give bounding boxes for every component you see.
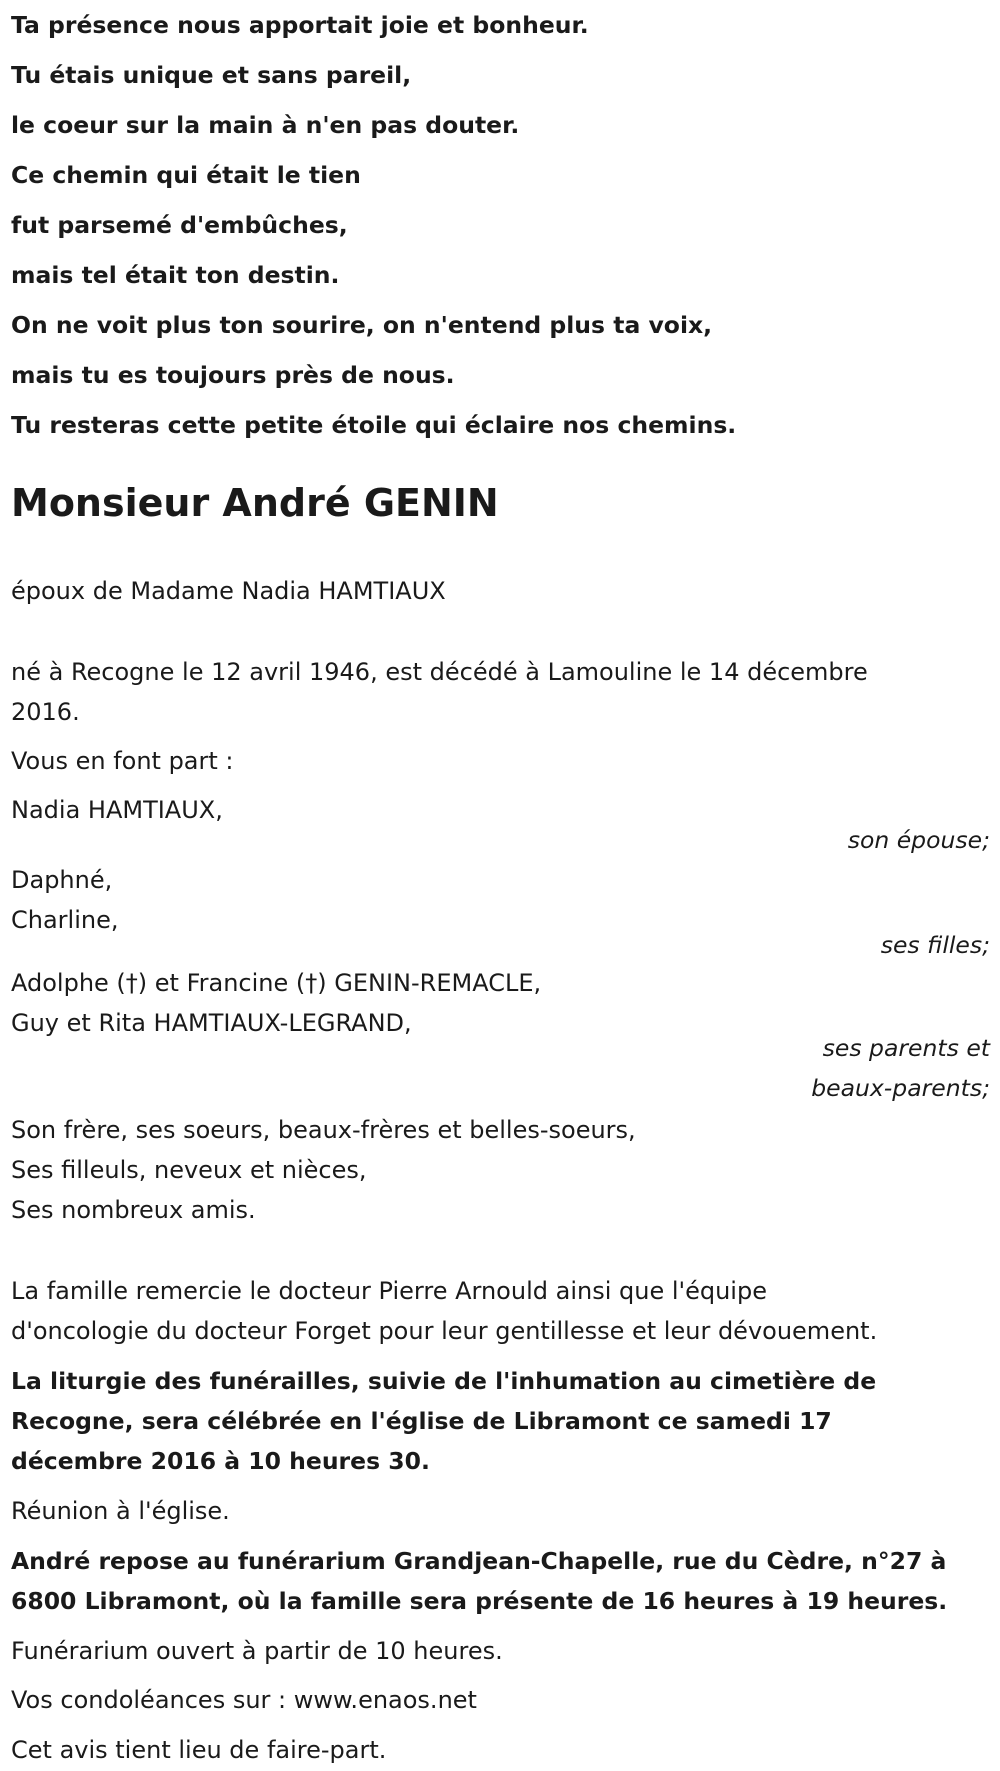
other-family-line: Ses nombreux amis. <box>11 1196 256 1224</box>
birth-death-line: né à Recogne le 12 avril 1946, est décédé à Lamouline le 14 décembre <box>11 658 868 686</box>
birth-death-line-end: 2016. <box>11 698 80 726</box>
poem <box>11 6 971 456</box>
poem-line: Ta présence nous apportait joie et bonheur. <box>11 11 589 39</box>
poem-line: fut parsemé d'embûches, <box>11 211 348 239</box>
spouse-line: époux de Madame Nadia HAMTIAUX <box>11 577 446 605</box>
thanks-line: La famille remercie le docteur Pierre Arnould ainsi que l'équipe <box>11 1277 767 1305</box>
thanks-line: d'oncologie du docteur Forget pour leur gentillesse et leur dévouement. <box>11 1317 878 1345</box>
notice-line: Cet avis tient lieu de faire-part. <box>11 1736 387 1764</box>
funerarium-line: André repose au funérarium Grandjean-Chapelle, rue du Cèdre, n°27 à <box>11 1547 947 1575</box>
spouse-name: Nadia HAMTIAUX, <box>11 796 223 824</box>
poem-line: le coeur sur la main à n'en pas douter. <box>11 111 520 139</box>
poem-line: mais tel était ton destin. <box>11 261 340 289</box>
meeting-line: Réunion à l'église. <box>11 1497 230 1525</box>
poem-line: On ne voit plus ton sourire, on n'entend plus ta voix, <box>11 311 713 339</box>
daughters-relation: ses filles; <box>880 931 990 959</box>
daughter-name: Daphné, <box>11 866 113 894</box>
other-family-line: Son frère, ses soeurs, beaux-frères et belles-soeurs, <box>11 1116 636 1144</box>
poem-line: mais tu es toujours près de nous. <box>11 361 455 389</box>
poem-line: Tu resteras cette petite étoile qui éclaire nos chemins. <box>11 411 737 439</box>
parents-name: Guy et Rita HAMTIAUX-LEGRAND, <box>11 1009 412 1037</box>
funeral-line: décembre 2016 à 10 heures 30. <box>11 1447 430 1475</box>
poem-line: Ce chemin qui était le tien <box>11 161 361 189</box>
parents-name: Adolphe (†) et Francine (†) GENIN-REMACLE, <box>11 969 542 997</box>
funeral-line: La liturgie des funérailles, suivie de l'inhumation au cimetière de <box>11 1367 877 1395</box>
other-family-line: Ses filleuls, neveux et nièces, <box>11 1156 367 1184</box>
parents-relation-end: beaux-parents; <box>811 1074 990 1102</box>
spouse-relation: son épouse; <box>847 826 990 854</box>
poem-line: Tu étais unique et sans pareil, <box>11 61 412 89</box>
opening-hours-line: Funérarium ouvert à partir de 10 heures. <box>11 1637 503 1665</box>
funerarium-line: 6800 Libramont, où la famille sera présente de 16 heures à 19 heures. <box>11 1587 948 1615</box>
announce-intro: Vous en font part : <box>11 747 234 775</box>
deceased-name: Monsieur André GENIN <box>11 481 499 525</box>
condolences-line: Vos condoléances sur : www.enaos.net <box>11 1686 477 1714</box>
funeral-line: Recogne, sera célébrée en l'église de Libramont ce samedi 17 <box>11 1407 832 1435</box>
daughter-name: Charline, <box>11 906 119 934</box>
parents-relation: ses parents et <box>822 1034 990 1062</box>
